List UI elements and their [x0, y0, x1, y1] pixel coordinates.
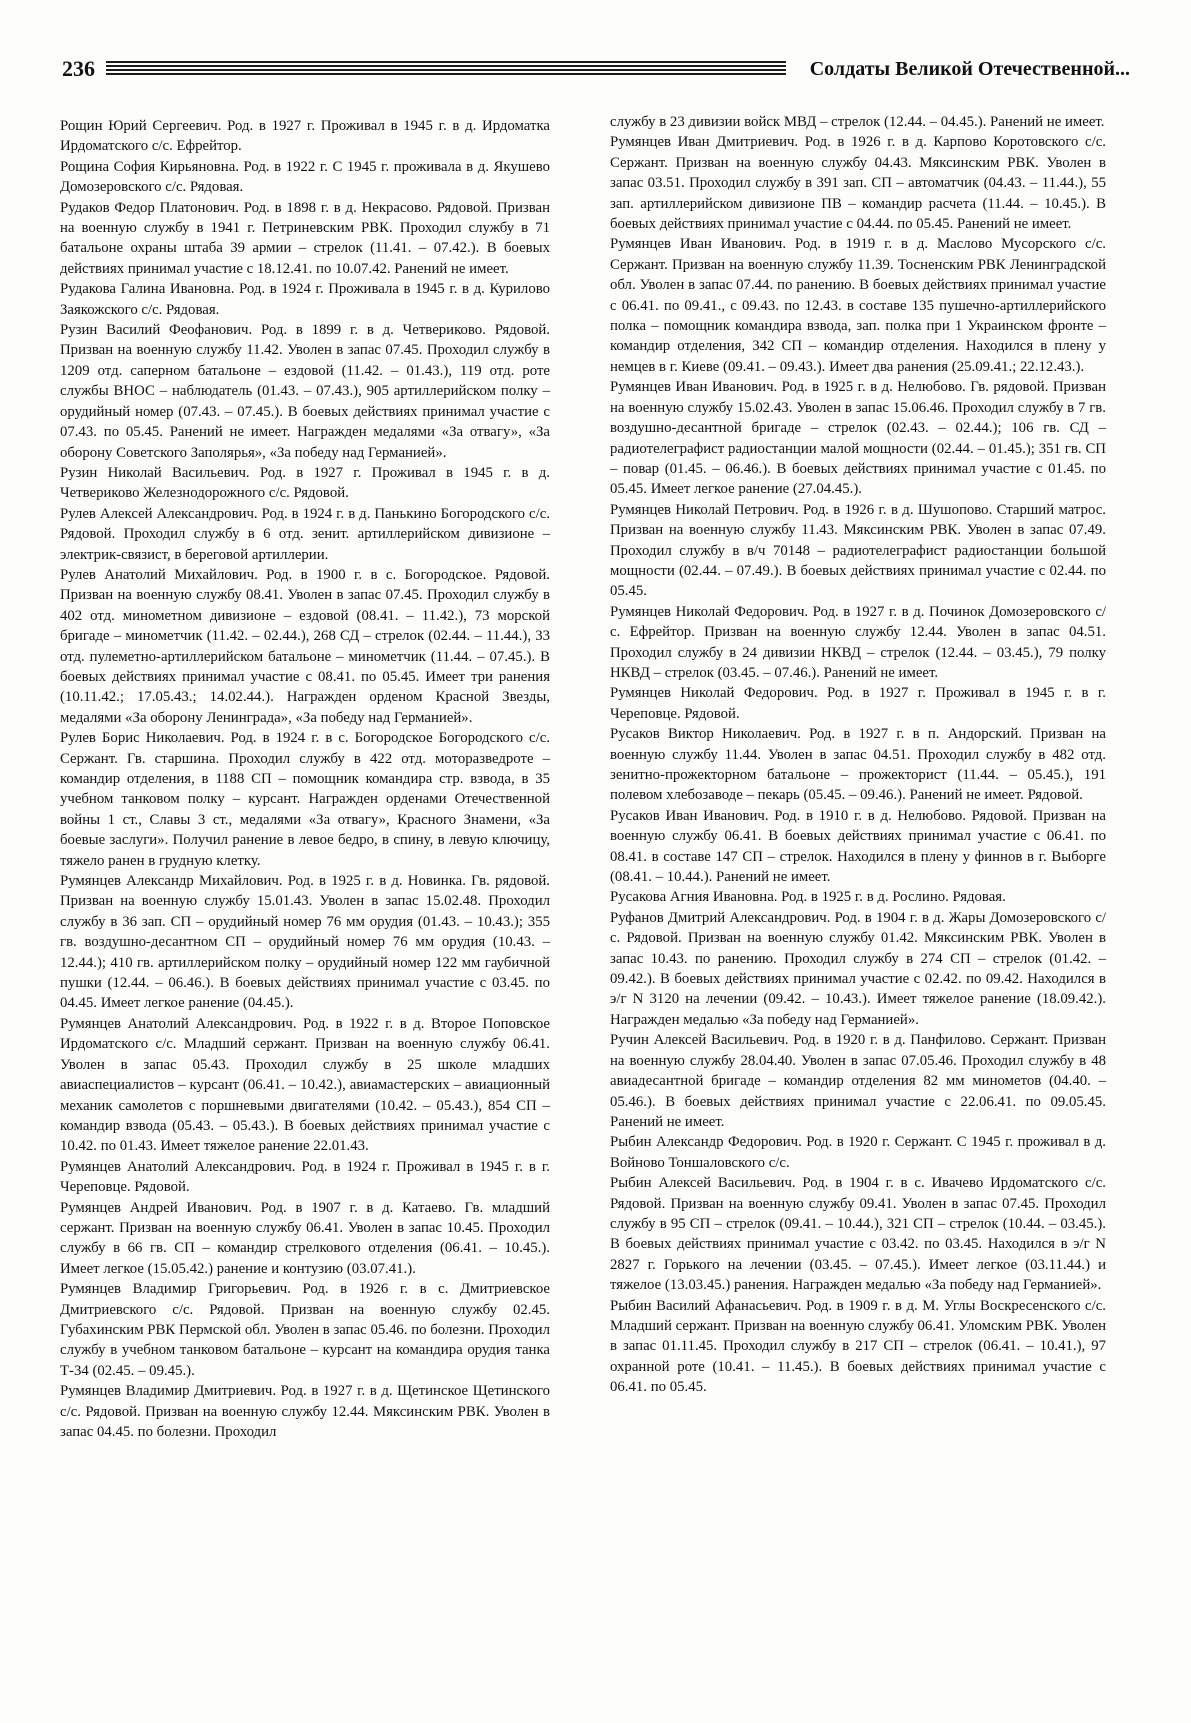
entry: Ручин Алексей Васильевич. Род. в 1920 г. в д. Панфилово. Сержант. Призван на военную службу 28.04.40. Уволен в запас 07.05.46. Проходил службу в 48 авиадесантной бригаде – командир отделения 82 мм минометов (04.40. – 05.46.). В боевых действиях принимал участие с 22.06.41. по 09.05.45. Ранений не имеет. [610, 1032, 1106, 1130]
entry: Румянцев Анатолий Александрович. Род. в 1922 г. в д. Второе Поповское Ирдоматского с/с. Младший сержант. Призван на военную службу 06.41. Уволен в запас 05.43. Проходил службу в 25 школе младших авиаспециалистов – курсант (06.41. – 10.42.), авиамастерских – авиационный механик самолетов с поршневыми двигателями (10.42. – 05.43.), 854 СП – командир взвода (05.43. – 05.43.). В боевых действиях принимал участие с 10.42. по 01.43. Имеет тяжелое ранение 22.01.43. [60, 1015, 550, 1155]
running-title: Солдаты Великой Отечественной... [809, 58, 1130, 80]
entry: Рудаков Федор Платонович. Род. в 1898 г. в д. Некрасово. Рядовой. Призван на военную службу в 1941 г. Петриневским РВК. Проходил службу в 71 батальоне охраны штаба 39 армии – стрелок (11.41. – 07.42.). В боевых действиях принимал участие с 18.12.41. по 10.07.42. Ранений не имеет. [60, 199, 550, 277]
entry: Рыбин Василий Афанасьевич. Род. в 1909 г. в д. М. Углы Воскресенского с/с. Младший сержант. Призван на военную службу 06.41. Уломским РВК. Уволен в запас 01.11.45. Проходил службу в 217 СП – стрелок (06.41. – 10.41.), 97 охранной роте (10.41. – 11.45.). В боевых действиях принимал участие с 06.41. по 05.45. [610, 1297, 1106, 1396]
entry: Рулев Анатолий Михайлович. Род. в 1900 г. в с. Богородское. Рядовой. Призван на военную службу 08.41. Уволен в запас 07.45. Проходил службу в 402 отд. минометном дивизионе – ездовой (08.41. – 11.42.), 73 морской бригаде – минометчик (11.42. – 02.44.), 268 СД – стрелок (02.44. – 11.44.), 33 отд. пулеметно-артиллерийском батальоне – минометчик (11.44. – 07.45.). В боевых действиях принимал участие с 08.41. по 05.45. Имеет три ранения (10.11.42.; 17.05.43.; 14.02.44.). Награжден орденом Красной Звезды, медалями «За оборону Ленинграда», «За победу над Германией». [60, 566, 550, 726]
entry: Румянцев Иван Дмитриевич. Род. в 1926 г. в д. Карпово Коротовского с/с. Сержант. Призван на военную службу 04.43. Мяксинским РВК. Уволен в запас 03.51. Проходил службу в 391 зап. СП – автоматчик (04.43. – 11.44.), 55 зап. артиллерийском дивизионе ПВ – командир расчета (11.44. – 10.45.). В боевых действиях принимал участие с 04.44. по 05.45. Ранений не имеет. [610, 134, 1106, 233]
entry: Русакова Агния Ивановна. Род. в 1925 г. в д. Рослино. Рядовая. [610, 889, 1006, 906]
left-column [60, 116, 550, 1442]
entry: Румянцев Андрей Иванович. Род. в 1907 г. в д. Катаево. Гв. младший сержант. Призван на военную службу 06.41. Уволен в запас 10.45. Проходил службу в 66 гв. СП – командир стрелкового отделения (06.41. – 10.45.). Имеет легкое (15.05.42.) ранение и контузию (03.07.41.). [60, 1199, 550, 1277]
entry: Рузин Николай Васильевич. Род. в 1927 г. Проживал в 1945 г. в д. Четвериково Железнодорожного с/с. Рядовой. [60, 464, 550, 502]
entry: Румянцев Николай Петрович. Род. в 1926 г. в д. Шушопово. Старший матрос. Призван на военную службу 11.43. Мяксинским РВК. Уволен в запас 07.49. Проходил службу в в/ч 70148 – радиотелеграфист радиостанции большой мощности (02.44. – 07.49.). В боевых действиях принимал участие с 02.44. по 05.45. [610, 501, 1106, 600]
page-number: 236 [62, 56, 95, 81]
entry: Румянцев Владимир Дмитриевич. Род. в 1927 г. в д. Щетинское Щетинского с/с. Рядовой. Призван на военную службу 12.44. Мяксинским РВК. Уволен в запас 04.45. по болезни. Проходил [60, 1383, 550, 1440]
entry-continued: службу в 23 дивизии войск МВД – стрелок (12.44. – 04.45.). Ранений не имеет. [610, 114, 1105, 130]
entry: Руфанов Дмитрий Александрович. Род. в 1904 г. в д. Жары Домозеровского с/с. Рядовой. Призван на военную службу 01.42. Мяксинским РВК. Уволен в запас 10.43. по ранению. Проходил службу в 274 СП – стрелок (01.42. – 09.42.). В боевых действиях принимал участие с 02.42. по 09.42. Находился в э/г N 3120 на лечении (09.42. – 10.43.). Имеет тяжелое ранение (18.09.42.). Награжден медалью «За победу над Германией». [610, 909, 1106, 1028]
header-rule [106, 61, 786, 77]
page-header [62, 54, 1130, 88]
entry: Румянцев Александр Михайлович. Род. в 1925 г. в д. Новинка. Гв. рядовой. Призван на военную службу 15.01.43. Уволен в запас 15.02.48. Проходил службу в 36 зап. СП – орудийный номер 76 мм орудия (01.43. – 10.43.); 355 гв. воздушно-десантном СП – орудийный номер 76 мм орудия (10.43. – 12.44.); 410 гв. артиллерийском полку – орудийный номер 122 мм гаубичной пушки (12.44. – 06.46.). В боевых действиях принимал участие с 03.45. по 04.45. Имеет легкое ранение (04.45.). [60, 873, 550, 1012]
entry: Рыбин Алексей Васильевич. Род. в 1904 г. в с. Ивачево Ирдоматского с/с. Рядовой. Призван на военную службу 09.41. Уволен в запас 07.45. Проходил службу в 95 СП – стрелок (09.41. – 10.44.), 321 СП – стрелок (10.44. – 03.45.). В боевых действиях принимал участие с 03.42. по 03.45. Находился в э/г N 2827 г. Горького на лечении (03.45. – 07.45.). Имеет легкое (03.11.44.) и тяжелое (13.03.45.) ранения. Награжден медалью «За победу над Германией». [610, 1175, 1106, 1294]
entry: Рощин Юрий Сергеевич. Род. в 1927 г. Проживал в 1945 г. в д. Ирдоматка Ирдоматского с/с. Ефрейтор. [60, 118, 550, 155]
entry: Румянцев Николай Федорович. Род. в 1927 г. в д. Починок Домозеровского с/с. Ефрейтор. Призван на военную службу 12.44. Уволен в запас 04.51. Проходил службу в 24 дивизии НКВД – стрелок (12.44. – 03.45.), 79 полку НКВД – стрелок (03.45. – 07.46.). Ранений не имеет. [610, 603, 1106, 681]
entry: Рузин Василий Феофанович. Род. в 1899 г. в д. Четвериково. Рядовой. Призван на военную службу 11.42. Уволен в запас 07.45. Проходил службу в 1209 отд. саперном батальоне – ездовой (11.42. – 01.43.), 119 отд. роте службы ВНОС – наблюдатель (01.43. – 07.43.), 905 артиллерийском полку – орудийный номер (07.43. – 07.45.). В боевых действиях принимал участие с 07.43. по 05.45. Ранений не имеет. Награжден медалями «За отвагу», «За оборону Советского Заполярья», «За победу над Германией». [60, 322, 550, 461]
entry: Рощина София Кирьяновна. Род. в 1922 г. С 1945 г. проживала в д. Якушево Домозеровского с/с. Рядовая. [60, 158, 550, 196]
entry: Румянцев Иван Иванович. Род. в 1919 г. в д. Маслово Мусорского с/с. Сержант. Призван на военную службу 11.39. Тосненским РВК Ленинградской обл. Уволен в запас 07.44. по ранению. В боевых действиях принимал участие с 06.41. по 09.41., с 09.43. по 12.43. в составе 135 пушечно-артиллерийского полка – помощник командира взвода, зап. полка при 1 Украинском фронте – командир отделения, 342 СП – командир отделения. Находился в плену у немцев в г. Киеве (09.41. – 09.43.). Имеет два ранения (25.09.41.; 22.12.43.). [610, 236, 1106, 375]
entry: Рудакова Галина Ивановна. Род. в 1924 г. Проживала в 1945 г. в д. Курилово Заякожского с/с. Рядовая. [60, 281, 550, 318]
entry: Русаков Иван Иванович. Род. в 1910 г. в д. Нелюбово. Рядовой. Призван на военную службу 06.41. В боевых действиях принимал участие с 06.41. по 08.41. в составе 147 СП – стрелок. Находился в плену у финнов в г. Выборге (08.41. – 10.44.). Ранений не имеет. [610, 807, 1106, 886]
entry: Румянцев Владимир Григорьевич. Род. в 1926 г. в с. Дмитриевское Дмитриевского с/с. Рядовой. Призван на военную службу 02.45. Губахинским РВК Пермской обл. Уволен в запас 05.46. по болезни. Проходил службу в учебном танковом батальоне – курсант на командира орудия танка Т-34 (02.45. – 09.45.). [60, 1281, 550, 1379]
entry: Румянцев Анатолий Александрович. Род. в 1924 г. Проживал в 1945 г. в г. Череповце. Рядовой. [60, 1158, 550, 1196]
right-column [610, 112, 1106, 1398]
entry: Русаков Виктор Николаевич. Род. в 1927 г. в п. Андорский. Призван на военную службу 11.44. Уволен в запас 04.51. Проходил службу в 482 отд. зенитно-прожекторном батальоне – прожекторист (11.44. – 05.45.), 191 полевом хлебозаводе – пекарь (05.45. – 09.46.). Ранений не имеет. Рядовой. [610, 726, 1106, 804]
entry: Рулев Борис Николаевич. Род. в 1924 г. в с. Богородское Богородского с/с. Сержант. Гв. старшина. Проходил службу в 422 отд. моторазведроте – командир отделения, в 1188 СП – помощник командира стр. взвода, в 35 учебном танковом полку – курсант. Награжден орденами Отечественной войны 1 ст., Славы 3 ст., медалями «За отвагу», Красного Знамени, «За боевые заслуги». Получил ранение в левое бедро, в спину, в левую ключицу, тяжело ранен в грудную клетку. [60, 730, 550, 869]
entry: Румянцев Николай Федорович. Род. в 1927 г. Проживал в 1945 г. в г. Череповце. Рядовой. [610, 685, 1106, 722]
entry: Рулев Алексей Александрович. Род. в 1924 г. в д. Панькино Богородского с/с. Рядовой. Проходил службу в 6 отд. зенит. артиллерийском дивизионе – электрик-связист, в береговой артиллерии. [60, 505, 550, 563]
entry: Рыбин Александр Федорович. Род. в 1920 г. Сержант. С 1945 г. проживал в д. Войново Тоншаловского с/с. [610, 1134, 1106, 1171]
entry: Румянцев Иван Иванович. Род. в 1925 г. в д. Нелюбово. Гв. рядовой. Призван на военную службу 15.02.43. Уволен в запас 15.06.46. Проходил службу в 7 гв. воздушно-десантной бригаде – стрелок (02.43. – 02.44.); 106 гв. СД – радиотелеграфист радиостанции малой мощности (02.44. – 01.45.); 351 гв. СП – повар (01.45. – 06.46.). В боевых действиях принимал участие с 01.45. по 05.45. Имеет легкое ранение (27.04.45.). [610, 379, 1106, 498]
